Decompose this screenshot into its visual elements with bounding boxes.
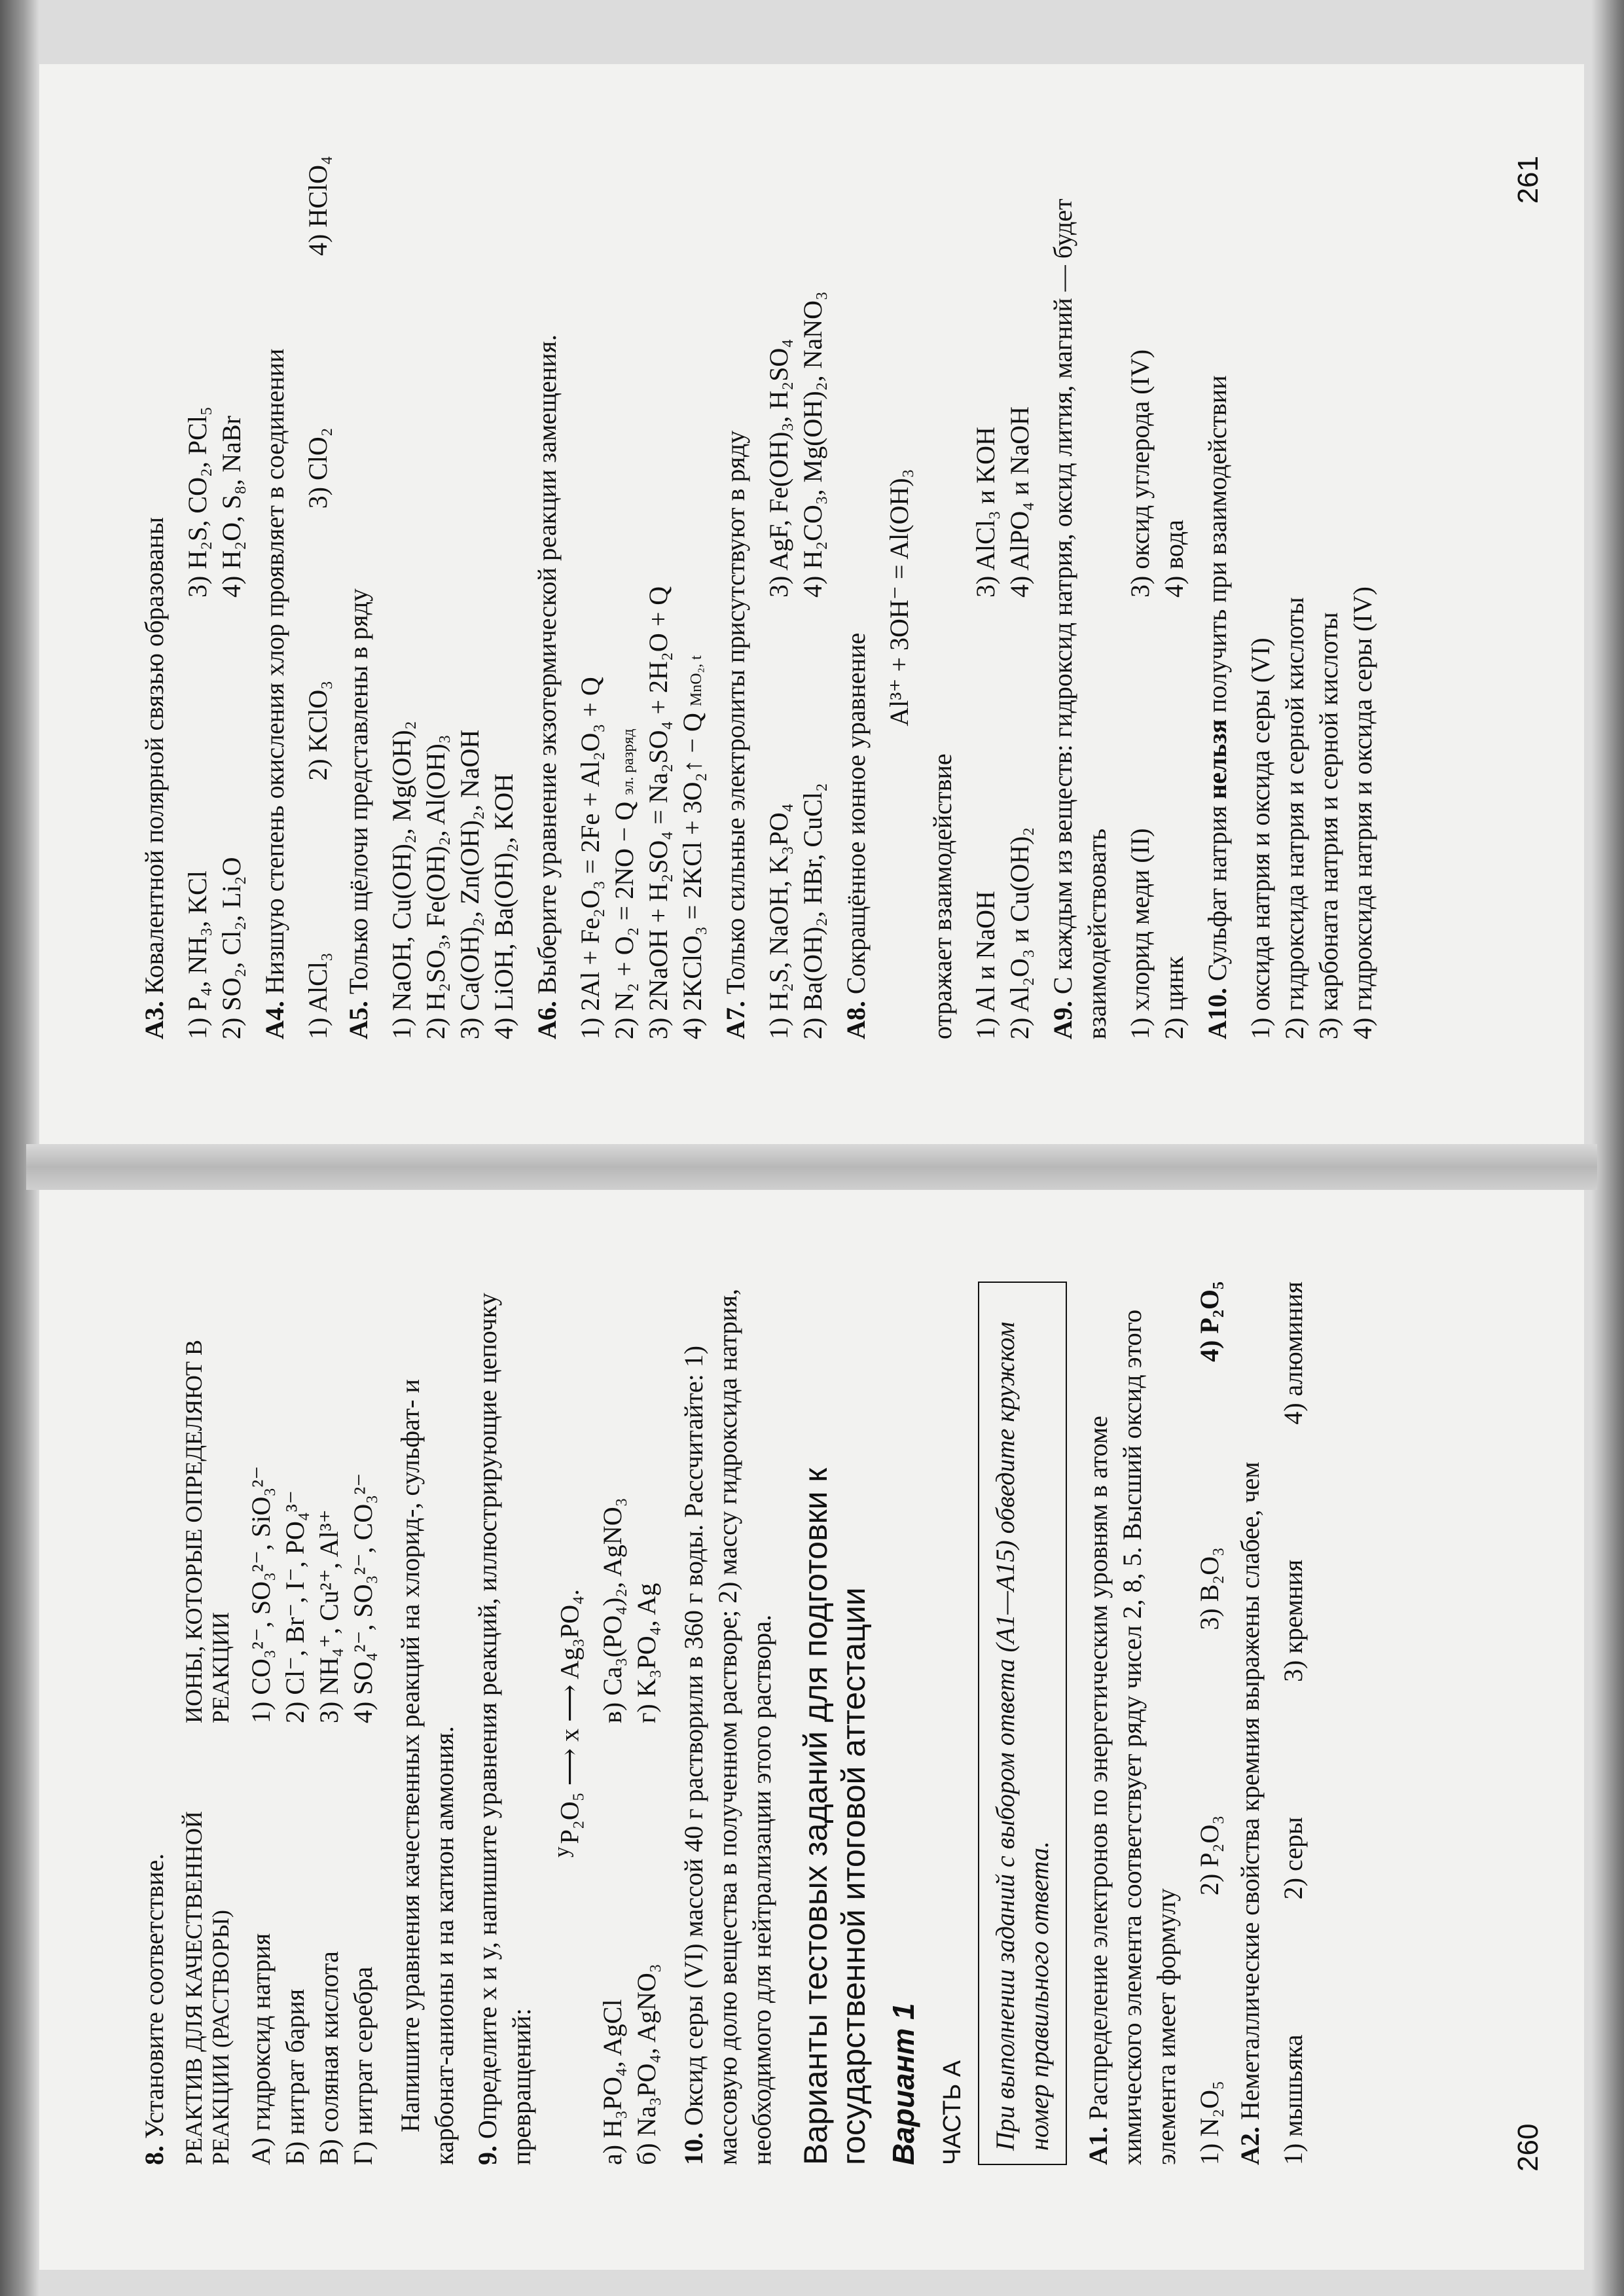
task9-option: г) K₃PO₄, Ag (632, 1583, 662, 1723)
a10-option[interactable]: 1) оксида натрия и оксида серы (VI) (1246, 637, 1275, 1039)
task10 (677, 1282, 779, 2165)
a9-options-row (1157, 156, 1191, 1039)
a6-option[interactable]: 1) 2Al + Fe₂O₃ = 2Fe + Al₂O₃ + Q (575, 677, 605, 1039)
question-a5 (342, 156, 376, 1039)
a3-text: Ковалентной полярной связью образованы (139, 516, 169, 995)
a9-options-row (1123, 156, 1157, 1039)
task8-number: 8. (139, 2145, 169, 2165)
task9 (471, 1282, 539, 2165)
task8-row-left: Г) нитрат серебра (348, 1966, 378, 2165)
task8-row-left: Б) нитрат бария (280, 1988, 310, 2165)
page-260 (39, 1190, 1584, 2270)
a3-option[interactable]: 4) H₂O, S₈, NaBr (217, 416, 246, 598)
a6-options (573, 156, 710, 1039)
a5-label: А5. (344, 1001, 373, 1039)
variant-title: Вариант 1 (886, 2003, 921, 2165)
a10-option[interactable]: 3) карбоната натрия и серной кислоты (1314, 612, 1343, 1039)
task8-row (244, 1282, 278, 2165)
a6-option[interactable]: 3) 2NaOH + H₂SO₄ = Na₂SO₄ + 2H₂O + Q (643, 586, 673, 1039)
a9-label: А9. (1048, 1001, 1077, 1039)
a7-text: Только сильные электролиты присутствуют в ряду (721, 430, 750, 995)
a9-option[interactable]: 3) оксид углерода (IV) (1125, 349, 1155, 598)
a8-options-row (1003, 156, 1037, 1039)
a8-options-row (969, 156, 1003, 1039)
page-number-right: 261 (1512, 156, 1544, 204)
task9-option-row (596, 1282, 630, 2165)
a10-option[interactable]: 2) гидроксида натрия и серной кислоты (1280, 597, 1309, 1039)
a8-option[interactable]: 2) Al₂O₃ и Cu(OH)₂ (1005, 827, 1034, 1039)
a4-options (301, 156, 335, 1039)
a8-text2: отражает взаимодействие (928, 753, 957, 1039)
a7-option[interactable]: 3) AgF, Fe(OH)₃, H₂SO₄ (764, 338, 793, 598)
a3-label: А3. (139, 1001, 169, 1039)
question-a1 (1081, 1282, 1183, 2165)
task8-intro-text: Установите соответствие. (139, 1853, 169, 2139)
a7-option[interactable]: 1) H₂S, NaOH, K₃PO₄ (764, 803, 793, 1039)
a4-option[interactable]: 4) HClO₄ (303, 156, 333, 256)
a10-text-pre: Сульфат натрия (1202, 798, 1232, 982)
task9-option: а) H₃PO₄, AgCl (598, 1999, 628, 2165)
task9-option-row (630, 1282, 664, 2165)
part-title: ЧАСТЬ А (938, 2060, 966, 2165)
a7-option[interactable]: 4) H₂CO₃, Mg(OH)₂, NaNO₃ (798, 291, 827, 598)
a9-option[interactable]: 4) вода (1159, 520, 1189, 598)
task9-option: в) Ca₃(PO₄)₂, AgNO₃ (598, 1498, 628, 1723)
a6-option[interactable]: 2) N₂ + O₂ = 2NO − Q (609, 801, 639, 1039)
a4-text: Низшую степень окисления хлор проявляет в соединении (260, 348, 289, 995)
a6-option[interactable]: 4) 2KClO₃ = 2KCl + 3O₂↑ − Q (677, 713, 707, 1039)
a2-text: Неметаллические свойства кремния выражены слабее, чем (1235, 1462, 1265, 2121)
a3-option[interactable]: 3) H₂S, CO₂, PCl₅ (183, 406, 212, 598)
task8-row-left: А) гидроксид натрия (245, 1933, 276, 2165)
a8-label: А8. (841, 1001, 871, 1039)
a4-option[interactable]: 1) AlCl₃ (303, 952, 333, 1039)
a10-label: А10. (1202, 988, 1232, 1039)
a6-condition-catalyst: MnO₂, t (688, 655, 705, 707)
question-a4 (258, 156, 292, 1039)
task9-number: 9. (472, 2145, 502, 2165)
a10-options (1244, 156, 1380, 1039)
a1-option[interactable]: 2) P₂O₃ (1195, 1815, 1225, 1896)
question-a6 (530, 156, 564, 1039)
a5-text: Только щёлочи представлены в ряду (344, 588, 373, 995)
a1-option[interactable]: 1) N₂O₅ (1195, 2081, 1225, 2165)
page-260-content (137, 1282, 1317, 2165)
a5-option[interactable]: 3) Ca(OH)₂, Zn(OH)₂, NaOH (455, 729, 484, 1039)
a2-option[interactable]: 4) алюминия (1278, 1282, 1308, 1425)
task10-text: Оксид серы (VI) массой 40 г растворили в 360 г воды. Рассчитайте: 1) массовую долю вещества в полученном растворе; 2) массу гидроксида натрия, необходимого для нейтрализации этого раствора. (679, 1289, 777, 2165)
a3-options-row (215, 156, 249, 1039)
a9-option[interactable]: 2) цинк (1159, 956, 1189, 1039)
a4-option[interactable]: 3) ClO₂ (303, 427, 333, 509)
a9-text: С каждым из веществ: гидроксид натрия, оксид лития, магний — будет взаимодействовать (1048, 198, 1111, 1039)
a1-option[interactable]: 4) P₂O₅ (1195, 1282, 1225, 1362)
task8-row-right: 2) Cl⁻, Br⁻, I⁻, PO₄³⁻ (280, 1490, 310, 1723)
task8-row-right: 4) SO₄²⁻, SO₃²⁻, CO₃²⁻ (348, 1473, 378, 1723)
task9-text: Определите x и y, напишите уравнения реакций, иллюстрирующие цепочку превращений: (472, 1293, 536, 2165)
a1-text: Распределение электронов по энергетическим уровням в атоме химического элемента соответствует ряду чисел 2, 8, 5. Высший оксид этого элемента имеет формулу (1083, 1309, 1182, 2165)
task10-number: 10. (679, 2132, 709, 2165)
a1-label: А1. (1083, 2126, 1113, 2165)
task8-row (278, 1282, 312, 2165)
task8-row-right: 1) CO₃²⁻, SO₃²⁻, SiO₃²⁻ (245, 1465, 276, 1723)
task9-scheme-text: P₂O₅ ⟶ x ⟶ Ag₃PO₄. (554, 1588, 585, 1844)
a7-option[interactable]: 2) Ba(OH)₂, HBr, CuCl₂ (798, 783, 827, 1039)
question-a3 (137, 156, 171, 1039)
a3-option[interactable]: 1) P₄, NH₃, KCl (183, 870, 212, 1039)
a8-option[interactable]: 3) AlCl₃ и KOH (971, 427, 1000, 598)
section-heading: Варианты тестовых заданий для подготовки к государственной итоговой аттестации (797, 1467, 872, 2165)
task8-rows (244, 1282, 380, 2165)
task8-row-left: В) соляная кислота (314, 1951, 344, 2165)
a8-equation: Al³⁺ + 3OH⁻ = Al(OH)₃ (884, 469, 914, 726)
a3-option[interactable]: 2) SO₂, Cl₂, Li₂O (217, 857, 246, 1039)
a1-option[interactable]: 3) B₂O₃ (1195, 1547, 1225, 1630)
a2-option[interactable]: 3) кремния (1278, 1559, 1308, 1682)
task8-row (312, 1282, 346, 2165)
task8-row-right: 3) NH₄⁺, Cu²⁺, Al³⁺ (314, 1509, 344, 1723)
a7-options-row (796, 156, 830, 1039)
question-a7 (719, 156, 753, 1039)
task9-scheme-y: y (549, 1846, 574, 1858)
page-number-left: 260 (1512, 2123, 1544, 2172)
task8-row (346, 1282, 380, 2165)
question-a2 (1233, 1282, 1267, 2165)
a2-option[interactable]: 2) серы (1278, 1817, 1308, 1900)
a2-label: А2. (1235, 2126, 1265, 2165)
a7-options-row (762, 156, 796, 1039)
page-261-content (137, 156, 1380, 1039)
a5-option[interactable]: 4) LiOH, Ba(OH)₂, KOH (489, 773, 518, 1039)
a6-option-4-row (676, 156, 710, 1039)
a6-label: А6. (532, 1001, 562, 1039)
task8-outro: Напишите уравнения качественных реакций на хлорид-, сульфат- и карбонат-анионы и на катион аммония. (395, 1379, 459, 2165)
a10-text-post: получить при взаимодействии (1202, 375, 1232, 719)
page-261 (39, 64, 1584, 1144)
a9-option[interactable]: 1) хлорид меди (II) (1125, 828, 1155, 1039)
a1-options (1193, 1282, 1227, 2165)
question-a8 (839, 156, 873, 1039)
task8-headers (181, 1282, 235, 2165)
task8-left-header: РЕАКТИВ ДЛЯ КАЧЕСТВЕННОЙ РЕАКЦИИ (РАСТВОРЫ) (181, 1811, 234, 2165)
a10-text-bold: нельзя (1202, 719, 1232, 799)
a8-option[interactable]: 4) AlPO₄ и NaOH (1005, 406, 1034, 598)
a6-option-2-row (607, 156, 641, 1039)
a2-option[interactable]: 1) мышьяка (1278, 2034, 1308, 2165)
task8-intro (137, 1282, 171, 2165)
task9-options (596, 1282, 664, 2165)
instruction-box: При выполнении заданий с выбором ответа (А1—А15) обведите кружком номер правильного ответа. (978, 1282, 1067, 2165)
question-a9 (1046, 156, 1114, 1039)
a8-text: Сокращённое ионное уравнение (841, 632, 871, 995)
a4-option[interactable]: 2) KClO₃ (303, 680, 333, 781)
a6-text: Выберите уравнение экзотермической реакции замещения. (532, 334, 562, 995)
a7-label: А7. (721, 1001, 750, 1039)
a5-options (385, 156, 521, 1039)
a4-label: А4. (260, 1001, 289, 1039)
book-gutter (26, 1144, 1597, 1190)
a6-condition-discharge: эл. разряд (620, 728, 637, 795)
a5-option[interactable]: 2) H₂SO₃, Fe(OH)₂, Al(OH)₃ (421, 734, 450, 1039)
a5-option[interactable]: 1) NaOH, Cu(OH)₂, Mg(OH)₂ (387, 721, 416, 1039)
task9-option: б) Na₃PO₄, AgNO₃ (632, 1964, 662, 2165)
task9-scheme (548, 1282, 586, 2165)
question-a10 (1200, 156, 1235, 1039)
a8-option[interactable]: 1) Al и NaOH (971, 891, 1000, 1039)
task8-right-header: ИОНЫ, КОТОРЫЕ ОПРЕДЕЛЯЮТ В РЕАКЦИИ (181, 1339, 234, 1723)
a2-options (1276, 1282, 1310, 2165)
a3-options-row (181, 156, 215, 1039)
a10-option[interactable]: 4) гидроксида натрия и оксида серы (IV) (1348, 586, 1377, 1039)
